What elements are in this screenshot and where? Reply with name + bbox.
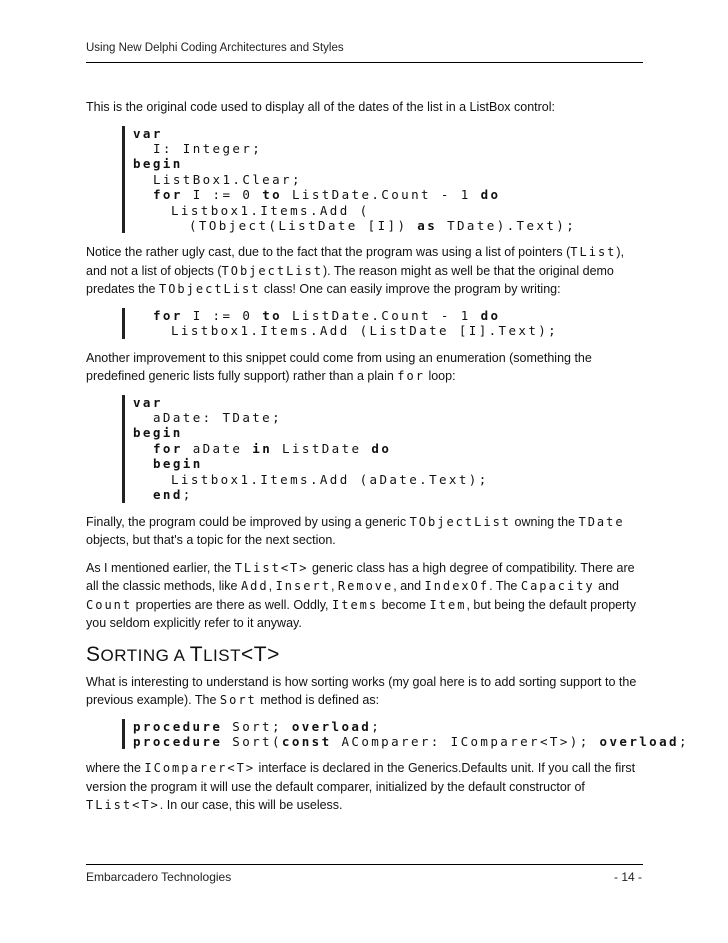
- code-text: aDate: [182, 440, 253, 456]
- code-line: ListBox1.Clear;: [153, 171, 302, 187]
- inline-code: TObjectList: [221, 263, 323, 278]
- inline-code: Capacity: [520, 579, 595, 593]
- code-line: [133, 456, 646, 471]
- code-block-sort-declaration: [122, 718, 689, 750]
- text: method is defined as:: [256, 693, 380, 707]
- code-text: Sort;: [222, 718, 292, 734]
- inline-code: TList<T>: [86, 798, 160, 813]
- text: where the: [86, 761, 145, 776]
- inline-code: Insert: [275, 579, 331, 593]
- page-header: Using New Delphi Coding Architectures and Styles: [86, 42, 344, 54]
- code-keyword: do: [371, 440, 392, 456]
- header-divider: [86, 62, 643, 63]
- text: Notice the rather ugly cast, due to the fact that the program was using a list of pointers (: [86, 245, 571, 260]
- text: owning the: [511, 514, 579, 529]
- inline-code: TDate: [578, 514, 625, 529]
- code-keyword: to: [262, 187, 283, 203]
- code-line: Listbox1.Items.Add (ListDate [I].Text);: [171, 323, 559, 339]
- text: loop:: [424, 369, 456, 384]
- text: interface is declared in the Generics.Defaults unit. If you call the first version the program it will use the default comparer, initialized by the default constructor of: [86, 761, 636, 794]
- code-line: aDate: TDate;: [153, 410, 283, 426]
- code-keyword: overload: [291, 718, 372, 734]
- text: ). The reason might as well be that the original demo predates the: [86, 263, 614, 297]
- code-text: (TObject(ListDate [I]): [189, 217, 418, 233]
- code-text: ;: [182, 487, 193, 503]
- text: Another improvement to this snippet could come from using an enumeration (something the predefined generic lists fully support) rather than a plain: [86, 350, 592, 384]
- text: . The: [489, 579, 521, 593]
- text: ), and not a list of objects (: [86, 245, 625, 278]
- inline-code: Count: [86, 597, 133, 612]
- footer-company: Embarcadero Technologies: [86, 870, 232, 884]
- code-keyword: do: [480, 307, 501, 323]
- code-keyword: overload: [599, 733, 679, 749]
- code-keyword: in: [252, 440, 273, 456]
- text: , and: [393, 579, 425, 593]
- inline-code: TObjectList: [409, 514, 512, 529]
- code-block-original: [122, 126, 646, 234]
- text: class! One can easily improve the program by writing:: [260, 282, 561, 297]
- text: , but being the default property you seldom explicitly refer to it anyway.: [86, 597, 637, 630]
- code-keyword: for: [153, 307, 183, 323]
- code-keyword: procedure: [133, 733, 223, 749]
- paragraph-intro: This is the original code used to display all of the dates of the list in a ListBox control:: [86, 100, 556, 114]
- text: . In our case, this will be useless.: [159, 798, 343, 813]
- code-line: [133, 719, 646, 734]
- code-text: I := 0: [182, 307, 263, 323]
- code-keyword: for: [153, 440, 183, 456]
- paragraph-generic-objectlist: [86, 513, 646, 550]
- text: objects, but that's a topic for the next section.: [86, 533, 336, 547]
- paragraph-enumeration: [86, 349, 646, 386]
- code-block-improved: [122, 308, 646, 339]
- inline-code: Add: [240, 579, 269, 593]
- inline-code: IComparer<T>: [144, 761, 256, 776]
- code-line: [133, 441, 646, 456]
- section-heading-sorting: [86, 642, 646, 669]
- code-block-enumeration: [122, 395, 646, 503]
- text: ,: [268, 579, 276, 593]
- code-text: TDate).Text);: [437, 217, 577, 233]
- text: Finally, the program could be improved by using a generic: [86, 514, 410, 529]
- inline-code: TList: [570, 245, 617, 260]
- paragraph-compatibility: [86, 559, 646, 633]
- text: As I mentioned earlier, the: [86, 560, 235, 575]
- paragraph-cast-note: [86, 243, 646, 299]
- text: and: [594, 579, 619, 593]
- inline-code: Sort: [219, 693, 257, 707]
- footer-divider: [86, 864, 643, 865]
- heading-part: LIST: [203, 645, 241, 665]
- inline-code: IndexOf: [424, 579, 490, 593]
- inline-code: TObjectList: [158, 282, 261, 297]
- code-keyword: end: [153, 487, 183, 503]
- code-line: [133, 308, 646, 323]
- code-text: AComparer: IComparer<T>);: [331, 733, 600, 749]
- heading-part: T: [189, 642, 204, 666]
- code-keyword: var: [133, 394, 163, 410]
- code-text: ListDate.Count - 1: [282, 307, 481, 323]
- inline-code: TList<T>: [234, 560, 309, 575]
- code-keyword: begin: [133, 425, 183, 441]
- heading-part: ORTING: [100, 645, 170, 665]
- inline-code: for: [397, 369, 425, 384]
- code-keyword: do: [480, 187, 501, 203]
- code-line: [133, 733, 689, 749]
- code-text: ListDate: [272, 440, 372, 456]
- code-line: [133, 487, 646, 502]
- text: become: [378, 597, 430, 612]
- text: properties are there as well. Oddly,: [132, 597, 332, 612]
- paragraph-icomparer: [86, 759, 646, 815]
- code-keyword: var: [133, 125, 163, 141]
- code-keyword: procedure: [133, 718, 223, 734]
- code-text: I := 0: [182, 187, 263, 203]
- code-keyword: for: [153, 187, 183, 203]
- code-text: Sort(: [222, 733, 282, 749]
- code-line: [133, 218, 646, 233]
- inline-code: Items: [332, 597, 379, 612]
- text: generic class has a high degree of compatibility. There are all the classic methods, like: [86, 560, 635, 593]
- code-keyword: to: [262, 307, 283, 323]
- code-text: ;: [678, 733, 689, 749]
- code-text: ListDate.Count - 1: [282, 187, 481, 203]
- inline-code: Item: [429, 597, 467, 612]
- code-keyword: begin: [153, 456, 203, 472]
- heading-part: A: [169, 645, 190, 665]
- inline-code: Remove: [337, 579, 394, 593]
- code-line: [133, 187, 646, 202]
- code-line: Listbox1.Items.Add (: [171, 202, 370, 218]
- heading-part: <T>: [240, 642, 280, 666]
- page-number: - 14 -: [613, 870, 642, 884]
- code-line: Listbox1.Items.Add (aDate.Text);: [171, 471, 489, 487]
- heading-part: S: [86, 642, 101, 666]
- code-line: I: Integer;: [153, 140, 263, 156]
- code-keyword: begin: [133, 156, 183, 172]
- text: What is interesting to understand is how sorting works (my goal here is to add sorting support to the previous example). The: [86, 674, 637, 707]
- code-keyword: as: [417, 217, 438, 233]
- text: ,: [330, 579, 338, 593]
- page-body: [86, 98, 689, 824]
- paragraph-sorting-intro: [86, 673, 646, 710]
- code-text: ;: [371, 718, 382, 734]
- code-keyword: const: [281, 733, 332, 749]
